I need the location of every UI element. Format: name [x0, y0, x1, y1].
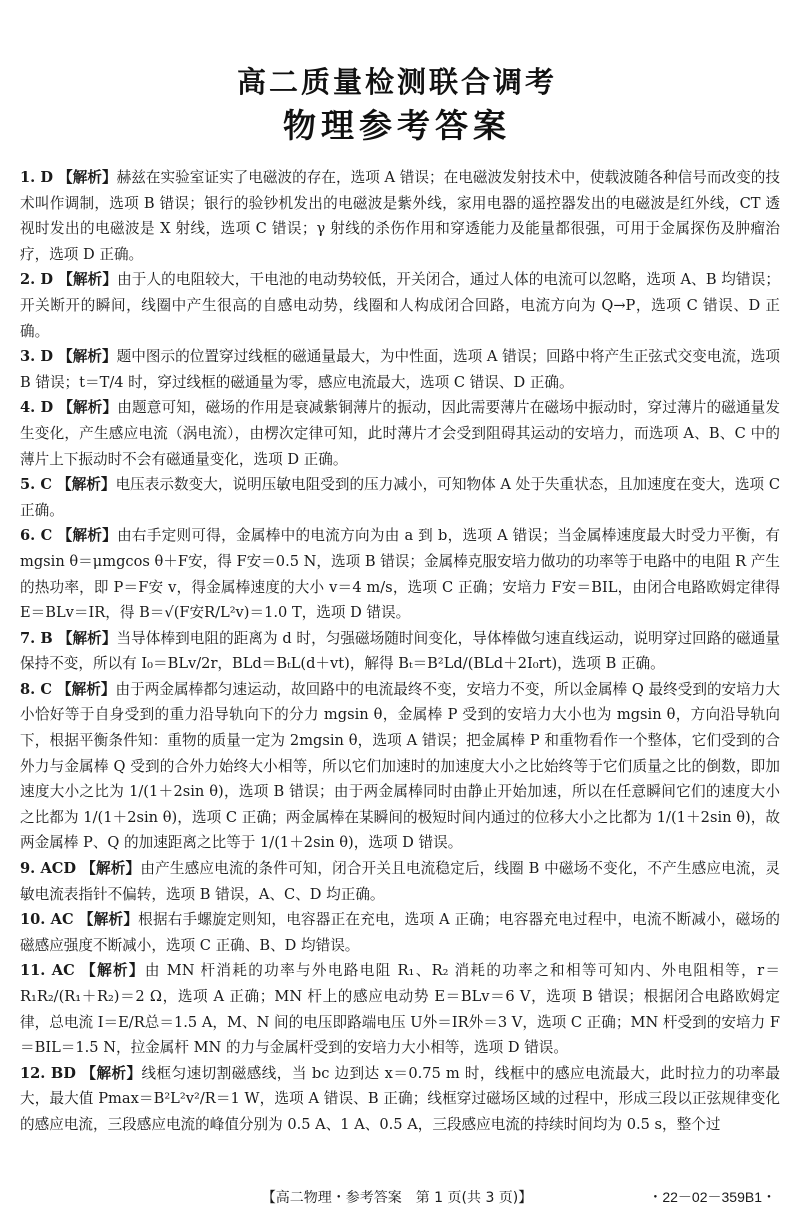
page-footer: [0, 1187, 794, 1207]
answer-key: 8. C 【解析】: [20, 680, 116, 698]
answer-explanation: 由题意可知，磁场的作用是衰减紫铜薄片的振动，因此需要薄片在磁场中振动时，穿过薄片的磁通量发生变化，产生感应电流（涡电流），由楞次定律可知，此时薄片才会受到阻碍其运动的安培力，而选项 A、B、C 中的薄片上下振动时不会有磁通量变化，选项 D 正确。: [20, 399, 780, 468]
answer-key: 5. C 【解析】: [20, 476, 116, 494]
answer-item: [20, 472, 780, 523]
answer-item: [20, 856, 780, 907]
answer-explanation: 赫兹在实验室证实了电磁波的存在，选项 A 错误；在电磁波发射技术中，使载波随各种信号而改变的技术叫作调制，选项 B 错误；银行的验钞机发出的电磁波是紫外线，家用电器的遥控器发出的电磁波是红外线，CT 透视时发出的电磁波是 X 射线，选项 C 错误；γ 射线的杀伤作用和穿透能力及能量都很强，可用于金属探伤及肿瘤治疗，选项 D 正确。: [20, 169, 780, 263]
answer-explanation: 题中图示的位置穿过线框的磁通量最大，为中性面，选项 A 错误；回路中将产生正弦式交变电流，选项 B 错误；t＝T/4 时，穿过线框的磁通量为零，感应电流最大，选项 C 错误、D 正确。: [20, 348, 780, 391]
page-subtitle: 物理参考答案: [283, 106, 511, 145]
answer-explanation: 由产生感应电流的条件可知，闭合开关且电流稳定后，线圈 B 中磁场不变化，不产生感应电流，灵敏电流表指针不偏转，选项 B 错误，A、C、D 均正确。: [20, 860, 780, 903]
answer-item: [20, 344, 780, 395]
answer-key: 7. B 【解析】: [20, 629, 117, 647]
answer-key: 11. AC 【解析】: [20, 962, 145, 980]
answer-item: [20, 165, 780, 267]
page-title: 高二质量检测联合调考: [236, 65, 557, 99]
answer-list: [20, 165, 780, 1138]
answer-key: 9. ACD 【解析】: [20, 860, 141, 878]
answer-explanation: 由 MN 杆消耗的功率与外电路电阻 R₁、R₂ 消耗的功率之和相等可知内、外电阻相等，r＝R₁R₂/(R₁＋R₂)＝2 Ω，选项 A 正确；MN 杆上的感应电动势 E＝BLv＝6 V，选项 B 错误；根据闭合电路欧姆定律，总电流 I＝E/R总＝1.5 A，M、N 间的电压即路端电压 U外＝IR外＝3 V，选项 C 正确；MN 杆受到的安培力 F＝BIL＝1.5 N，拉金属杆 MN 的力与金属杆受到的安培力大小相等，选项 D 错误。: [20, 962, 780, 1057]
answer-item: [20, 958, 780, 1060]
answer-key: 12. BD 【解析】: [20, 1064, 142, 1082]
answer-item: [20, 677, 780, 856]
answer-explanation: 由于人的电阻较大，干电池的电动势较低，开关闭合，通过人体的电流可以忽略，选项 A、B 均错误；开关断开的瞬间，线圈中产生很高的自感电动势，线圈和人构成闭合回路，电流方向为 Q→P，选项 C 错误、D 正确。: [20, 271, 780, 340]
footer-doc-code: ・22－02－359B1・: [648, 1189, 776, 1205]
answer-explanation: 当导体棒到电阻的距离为 d 时，匀强磁场随时间变化，导体棒做匀速直线运动，说明穿过回路的磁通量保持不变，所以有 I₀＝BLv/2r，BLd＝BₜL(d＋vt)，解得 Bₜ＝B²Ld/(BLd＋2I₀rt)，选项 B 正确。: [20, 629, 781, 673]
answer-key: 6. C 【解析】: [20, 527, 118, 545]
answer-key: 10. AC 【解析】: [20, 911, 139, 929]
answer-explanation: 电压表示数变大，说明压敏电阻受到的压力减小，可知物体 A 处于失重状态，且加速度在变大，选项 C 正确。: [20, 476, 780, 519]
answer-item: [20, 626, 780, 677]
answer-item: [20, 395, 780, 472]
footer-page-info: 【高二物理・参考答案 第 1 页(共 3 页)】: [261, 1190, 533, 1206]
answer-key: 2. D 【解析】: [20, 271, 118, 289]
answer-explanation: 线框匀速切割磁感线，当 bc 边到达 x＝0.75 m 时，线框中的感应电流最大，此时拉力的功率最大，最大值 Pmax＝B²L²v²/R＝1 W，选项 A 错误、B 正确；线框穿过磁场区域的过程中，形成三段以正弦规律变化的感应电流，三段感应电流的峰值分别为 0.5 A、1 A、0.5 A，三段感应电流的持续时间均为 0.5 s，整个过: [20, 1064, 780, 1133]
answer-explanation: 根据右手螺旋定则知，电容器正在充电，选项 A 正确；电容器充电过程中，电流不断减小，磁场的磁感应强度不断减小，选项 C 正确、B、D 均错误。: [20, 911, 780, 954]
answer-key: 1. D 【解析】: [20, 169, 117, 186]
answer-item: [20, 523, 780, 625]
answer-item: [20, 907, 780, 958]
answer-explanation: 由于两金属棒都匀速运动，故回路中的电流最终不变，安培力不变，所以金属棒 Q 最终受到的安培力大小恰好等于自身受到的重力沿导轨向下的分力 mgsin θ，金属棒 P 受到的安培力大小也为 mgsin θ，方向沿导轨向下，根据平衡条件知：重物的质量一定为 2mgsin θ，选项 A 错误；把金属棒 P 和重物看作一个整体，它们受到的合外力与金属棒 Q 受到的合外力始终大小相等，所以它们加速时的加速度大小之比始终等于它们质量之比的倒数，即加速度大小之比为 1/(1＋2sin θ)，选项 B 错误；由于两金属棒同时由静止开始加速，所以在任意瞬间它们的速度大小之比都为 1/(1＋2sin θ)，选项 C 正确；两金属棒在某瞬间的极短时间内通过的位移大小之比都为 1/(1＋2sin θ)，故两金属棒 P、Q 的加速距离之比等于 1/(1＋2sin θ)，选项 D 错误。: [20, 680, 781, 852]
answer-explanation: 由右手定则可得，金属棒中的电流方向为由 a 到 b，选项 A 错误；当金属棒速度最大时受力平衡，有 mgsin θ＝μmgcos θ＋F安，得 F安＝0.5 N，选项 B 错误；金属棒克服安培力做功的功率等于电路中的电阻 R 产生的热功率，即 P＝F安 v，得金属棒速度的大小 v＝4 m/s，选项 C 正确；安培力 F安＝BIL，由闭合电路欧姆定律得 E＝BLv＝IR，得 B＝√(F安R/L²v)＝1.0 T，选项 D 错误。: [20, 527, 780, 622]
answer-key: 4. D 【解析】: [20, 399, 118, 417]
answer-item: [20, 1061, 780, 1138]
answer-key: 3. D 【解析】: [20, 348, 117, 366]
answer-item: [20, 267, 780, 344]
